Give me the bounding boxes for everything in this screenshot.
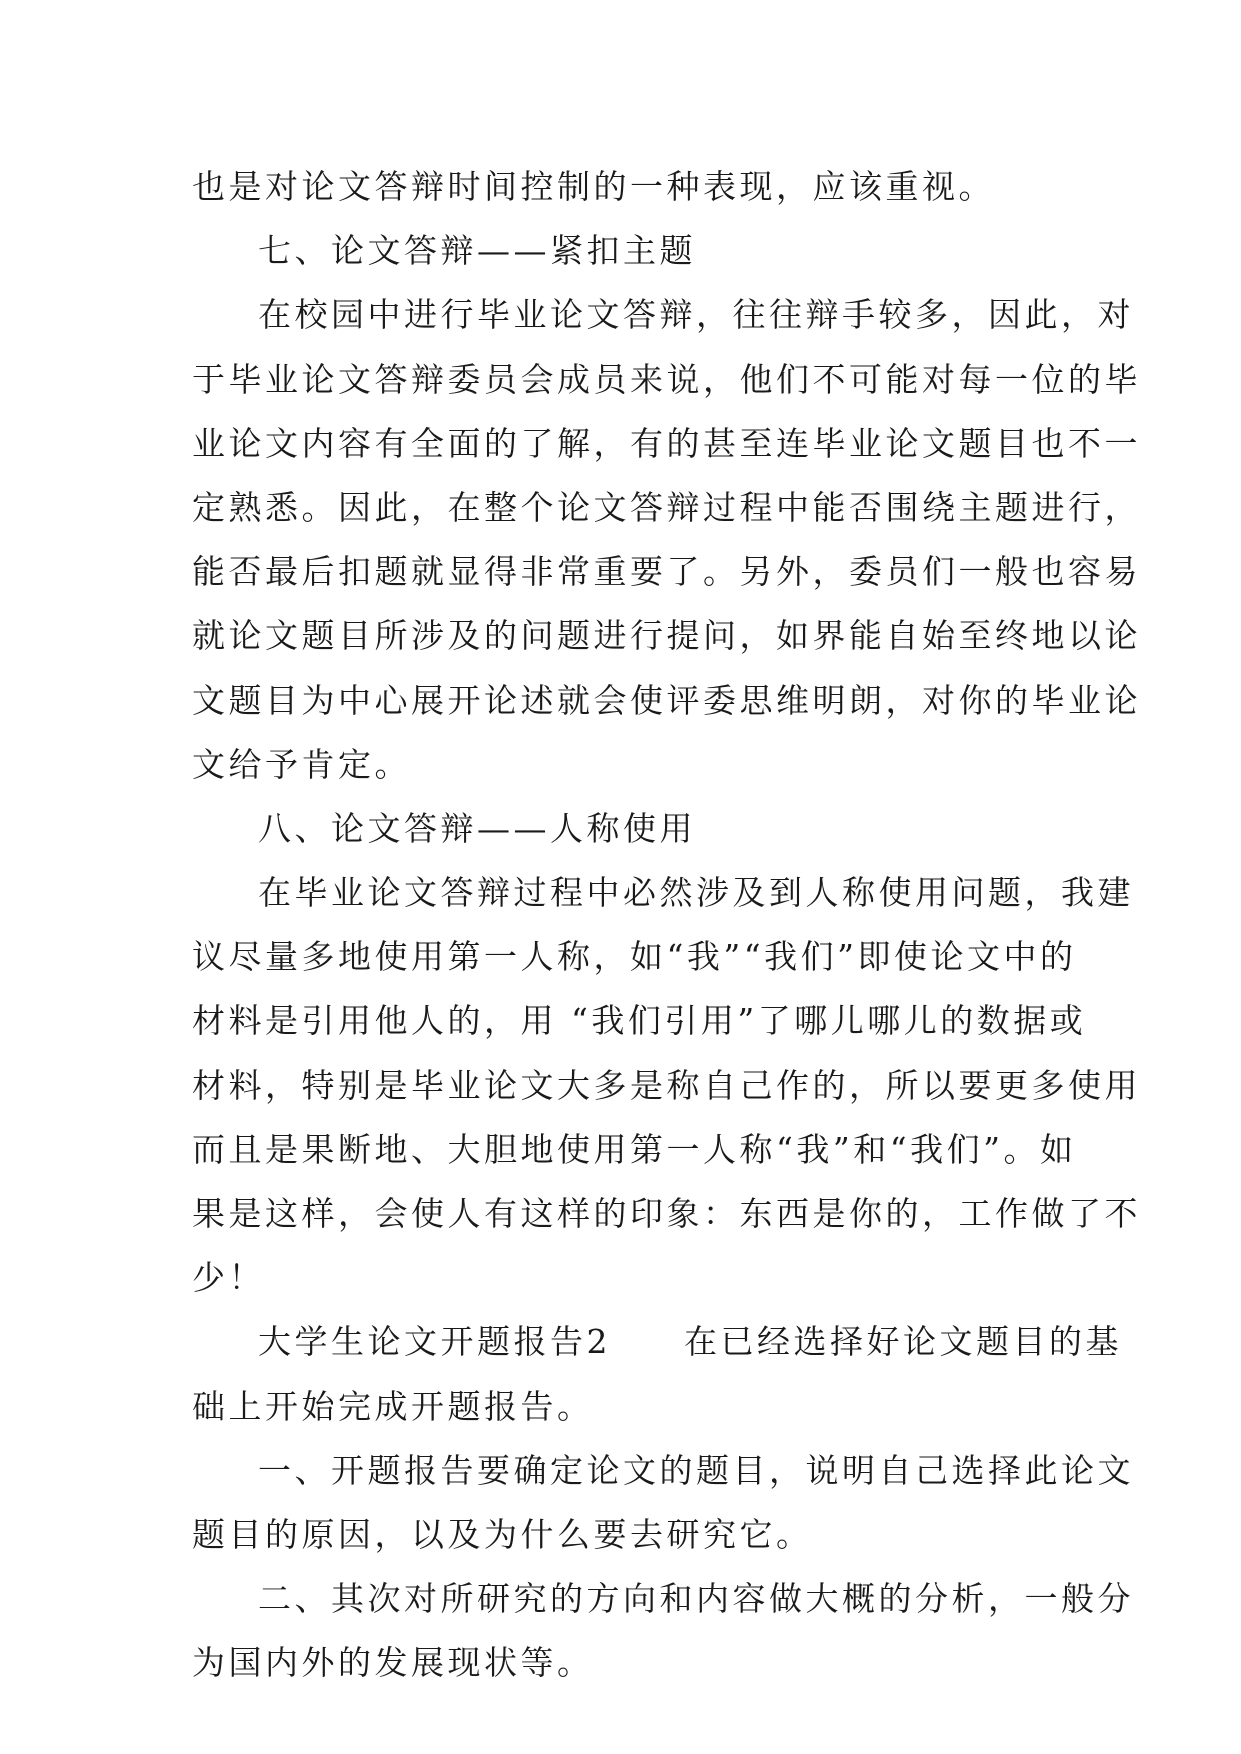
text-line: 一、开题报告要确定论文的题目，说明自己选择此论文 [258,1450,1134,1490]
text-line: 础上开始完成开题报告。 [192,1386,594,1426]
text-line: 也是对论文答辩时间控制的一种表现，应该重视。 [192,167,995,206]
text-line: 业论文内容有全面的了解，有的甚至连毕业论文题目也不一 [192,423,1141,463]
text-line: 能否最后扣题就显得非常重要了。另外，委员们一般也容易 [192,552,1141,592]
text-line: 文题目为中心展开论述就会使评委思维明朗，对你的毕业论 [192,680,1141,720]
text-line: 定熟悉。因此，在整个论文答辩过程中能否围绕主题进行， [192,487,1141,527]
text-line: 为国内外的发展现状等。 [192,1643,594,1683]
text-line: 大学生论文开题报告2 在已经选择好论文题目的基 [258,1322,1122,1362]
text-line: 题目的原因，以及为什么要去研究它。 [192,1514,813,1554]
section-heading: 七、论文答辩——紧扣主题 [258,231,696,271]
document-body [192,155,1141,1696]
text-line: 材料是引用他人的，用 “我们引用”了哪儿哪儿的数据或 [192,1001,1087,1041]
text-line: 而且是果断地、大胆地使用第一人称“我”和“我们”。如 [192,1129,1077,1169]
text-line: 果是这样，会使人有这样的印象：东西是你的，工作做了不 [192,1194,1141,1233]
text-line: 就论文题目所涉及的问题进行提问，如界能自始至终地以论 [192,616,1141,656]
text-line: 材料，特别是毕业论文大多是称自己作的，所以要更多使用 [192,1065,1141,1105]
text-line: 文给予肯定。 [192,744,411,784]
text-line: 少！ [192,1258,265,1298]
text-line: 在毕业论文答辩过程中必然涉及到人称使用问题，我建 [258,873,1134,913]
text-line: 二、其次对所研究的方向和内容做大概的分析，一般分 [258,1579,1134,1619]
text-line: 议尽量多地使用第一人称，如“我”“我们”即使论文中的 [192,937,1077,977]
section-heading: 八、论文答辩——人称使用 [258,808,696,848]
text-line: 在校园中进行毕业论文答辩，往往辩手较多，因此，对 [258,295,1134,335]
text-line: 于毕业论文答辩委员会成员来说，他们不可能对每一位的毕 [192,359,1141,399]
